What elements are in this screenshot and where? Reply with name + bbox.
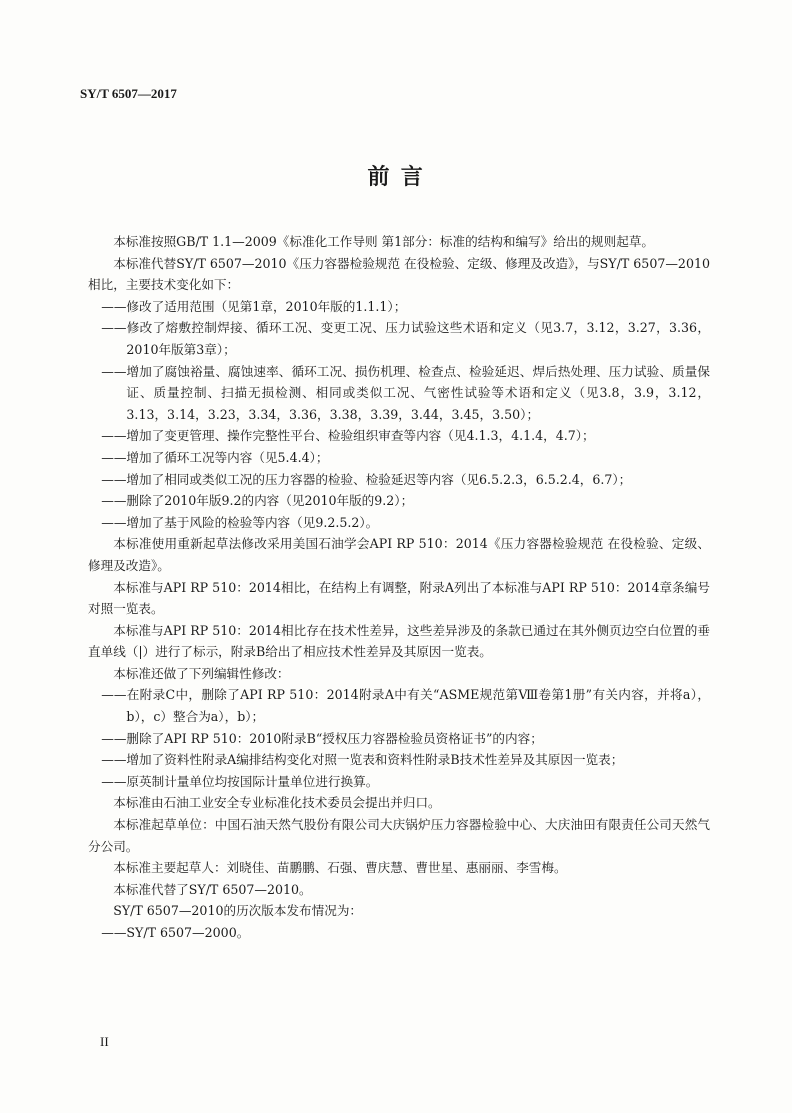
list-item: ——在附录C中，删除了API RP 510：2014附录A中有关“ASME规范第Ⅷ卷第1册”有关内容，并将a），b），c）整合为a），b）；	[101, 687, 710, 725]
paragraph: 本标准与API RP 510：2014相比存在技术性差异，这些差异涉及的条款已通过在其外侧页边空白位置的垂直单线（|）进行了标示，附录B给出了相应技术性差异及其原因一览表。	[88, 622, 710, 660]
paragraph: SY/T 6507—2010的历次版本发布情况为：	[113, 903, 363, 919]
paragraph: 本标准由石油工业安全专业标准化技术委员会提出并归口。	[113, 795, 441, 811]
list-item: ——增加了循环工况等内容（见5.4.4）；	[101, 449, 329, 465]
list-item: ——原英制计量单位均按国际计量单位进行换算。	[101, 773, 379, 789]
paragraph: 本标准主要起草人：刘晓佳、苗鹏鹏、石强、曹庆慧、曹世星、惠丽丽、李雪梅。	[113, 860, 567, 876]
list-item: ——删除了API RP 510：2010附录B“授权压力容器检验员资格证书”的内容；	[101, 730, 543, 746]
list-item: ——修改了适用范围（见第1章，2010年版的1.1.1）；	[101, 298, 407, 314]
list-item: ——修改了熔敷控制焊接、循环工况、变更工况、压力试验这些术语和定义（见3.7，3.12，3.27，3.36，2010年版第3章）；	[101, 320, 710, 357]
list-item: ——增加了腐蚀裕量、腐蚀速率、循环工况、损伤机理、检查点、检验延迟、焊后热处理、压力试验、质量保证、质量控制、扫描无损检测、相同或类似工况、气密性试验等术语和定义（见3.8，3.9，3.12，3.13，3.14，3.23，3.34，3.36，3.38，3.39，3.44，3.45，3.50）；	[101, 363, 710, 422]
list-item: ——删除了2010年版9.2的内容（见2010年版的9.2）；	[101, 493, 414, 509]
page-title: 前 言	[367, 164, 425, 190]
foreword-body	[88, 231, 710, 944]
paragraph: 本标准按照GB/T 1.1—2009《标准化工作导则 第1部分：标准的结构和编写》给出的规则起草。	[113, 234, 655, 249]
paragraph: 本标准代替了SY/T 6507—2010。	[113, 881, 312, 897]
paragraph: 本标准使用重新起草法修改采用美国石油学会API RP 510：2014《压力容器检验规范 在役检验、定级、修理及改造》。	[88, 536, 710, 573]
list-item: ——增加了资料性附录A编排结构变化对照一览表和资料性附录B技术性差异及其原因一览表；	[101, 752, 624, 768]
list-item: ——增加了基于风险的检验等内容（见9.2.5.2）。	[101, 514, 379, 530]
page-number: II	[100, 1034, 109, 1049]
list-item: ——增加了变更管理、操作完整性平台、检验组织审查等内容（见4.1.3，4.1.4，4.7）；	[101, 428, 595, 444]
document-code: SY/T 6507—2017	[80, 86, 177, 101]
paragraph: 本标准与API RP 510：2014相比，在结构上有调整，附录A列出了本标准与API RP 510：2014章条编号对照一览表。	[88, 579, 710, 617]
paragraph: 本标准起草单位：中国石油天然气股份有限公司大庆锅炉压力容器检验中心、大庆油田有限责任公司天然气分公司。	[88, 817, 710, 854]
paragraph: 本标准代替SY/T 6507—2010《压力容器检验规范 在役检验、定级、修理及改造》，与SY/T 6507—2010相比，主要技术变化如下：	[88, 255, 710, 293]
list-item: ——增加了相同或类似工况的压力容器的检验、检验延迟等内容（见6.5.2.3，6.5.2.4，6.7）；	[101, 471, 632, 487]
paragraph: 本标准还做了下列编辑性修改：	[113, 665, 290, 681]
list-item: ——SY/T 6507—2000。	[101, 925, 250, 940]
